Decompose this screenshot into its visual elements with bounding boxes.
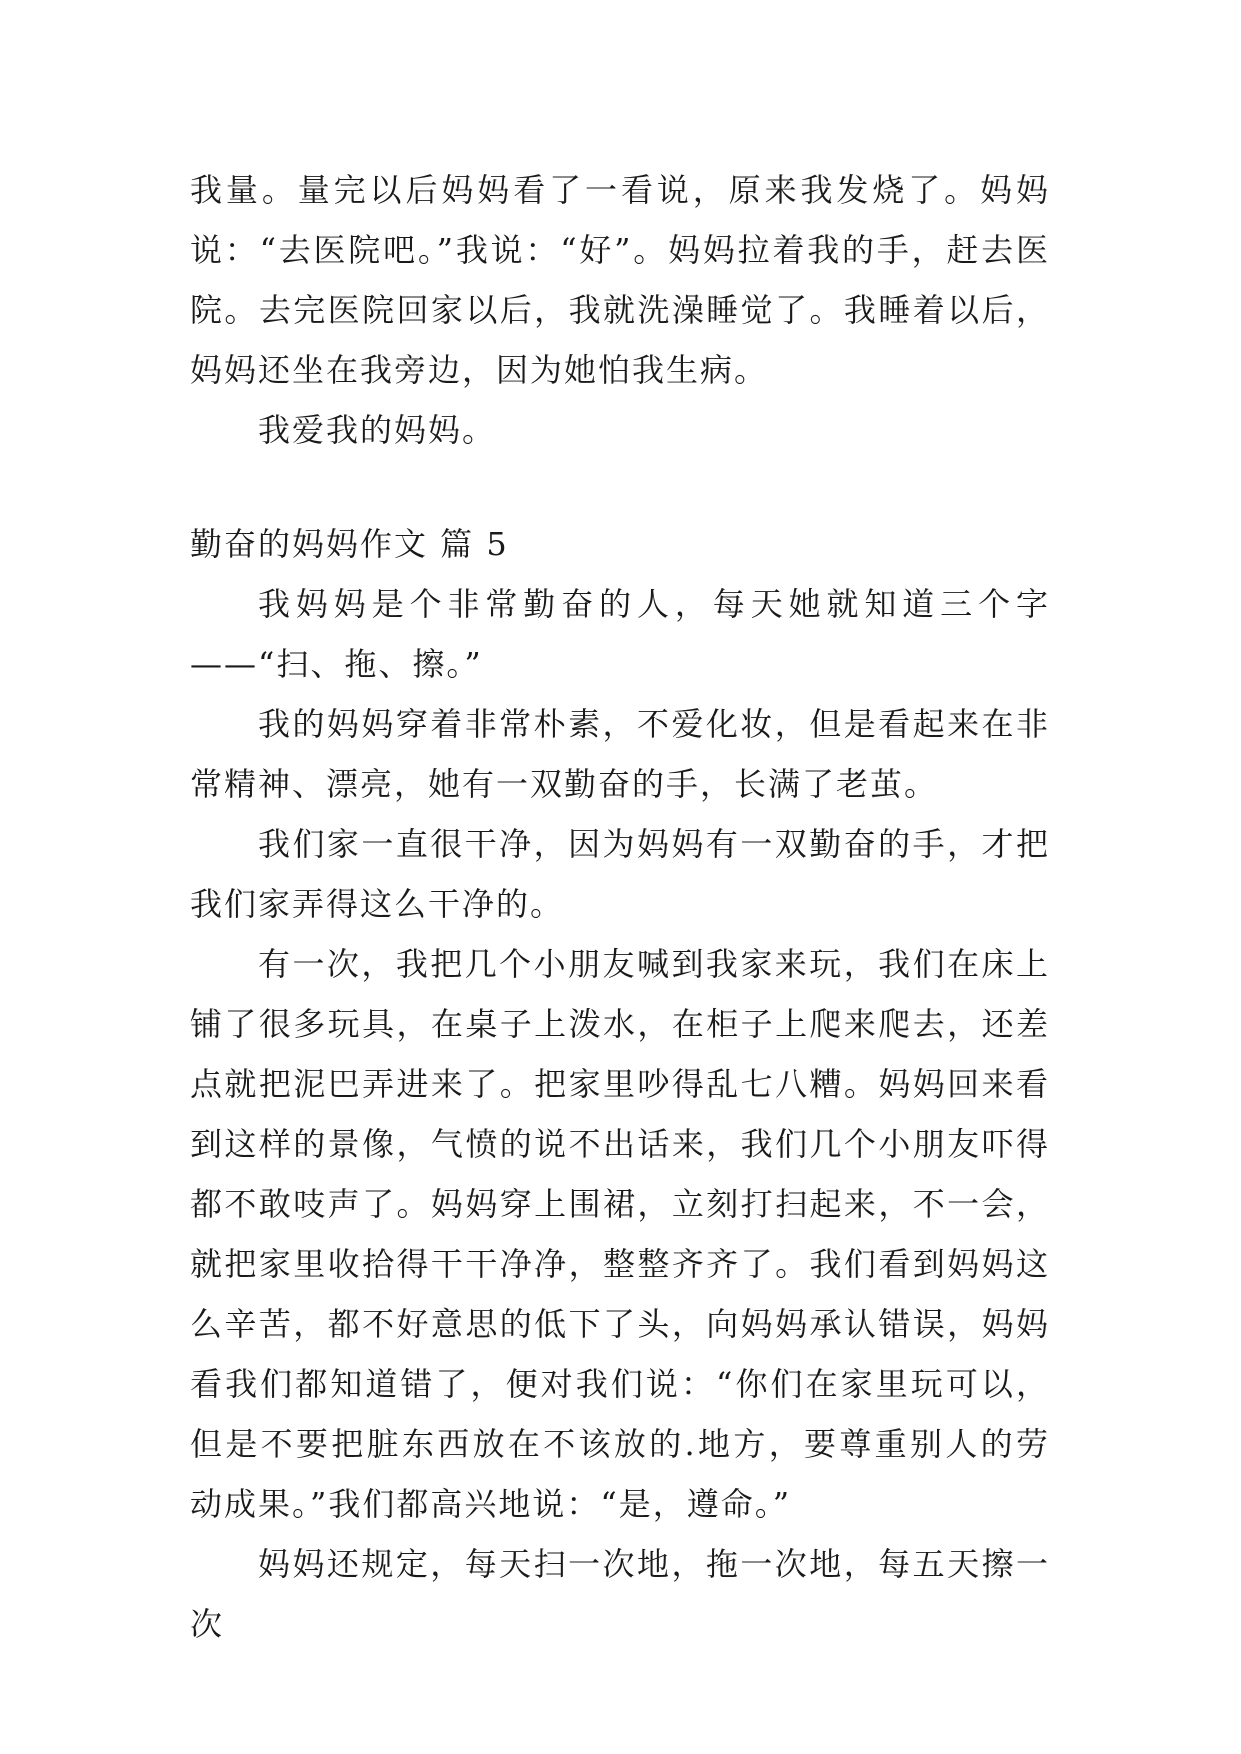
paragraph-continued: 我量。量完以后妈妈看了一看说，原来我发烧了。妈妈说：“去医院吧。”我说：“好”。妈妈拉着我的手，赶去医院。去完医院回家以后，我就洗澡睡觉了。我睡着以后，妈妈还坐在我旁边，因为她怕我生病。 (190, 171, 1050, 389)
paragraph: 我的妈妈穿着非常朴素，不爱化妆，但是看起来在非常精神、漂亮，她有一双勤奋的手，长满了老茧。 (190, 705, 1050, 803)
paragraph: 我妈妈是个非常勤奋的人，每天她就知道三个字——“扫、拖、擦。” (190, 585, 1050, 683)
paragraph: 妈妈还规定，每天扫一次地，拖一次地，每五天擦一次 (190, 1545, 1050, 1643)
section-heading: 勤奋的妈妈作文 篇 5 (190, 525, 509, 563)
paragraph: 有一次，我把几个小朋友喊到我家来玩，我们在床上铺了很多玩具，在桌子上泼水，在柜子上爬来爬去，还差点就把泥巴弄进来了。把家里吵得乱七八糟。妈妈回来看到这样的景像，气愤的说不出话来，我们几个小朋友吓得都不敢吱声了。妈妈穿上围裙，立刻打扫起来，不一会，就把家里收拾得干干净净，整整齐齐了。我们看到妈妈这么辛苦，都不好意思的低下了头，向妈妈承认错误，妈妈看我们都知道错了，便对我们说：“你们在家里玩可以，但是不要把脏东西放在不该放的.地方，要尊重别人的劳动成果。”我们都高兴地说：“是，遵命。” (190, 945, 1050, 1523)
paragraph-love-mom: 我爱我的妈妈。 (258, 411, 497, 449)
paragraph: 我们家一直很干净，因为妈妈有一双勤奋的手，才把我们家弄得这么干净的。 (190, 825, 1050, 923)
document-body (190, 160, 1050, 1654)
